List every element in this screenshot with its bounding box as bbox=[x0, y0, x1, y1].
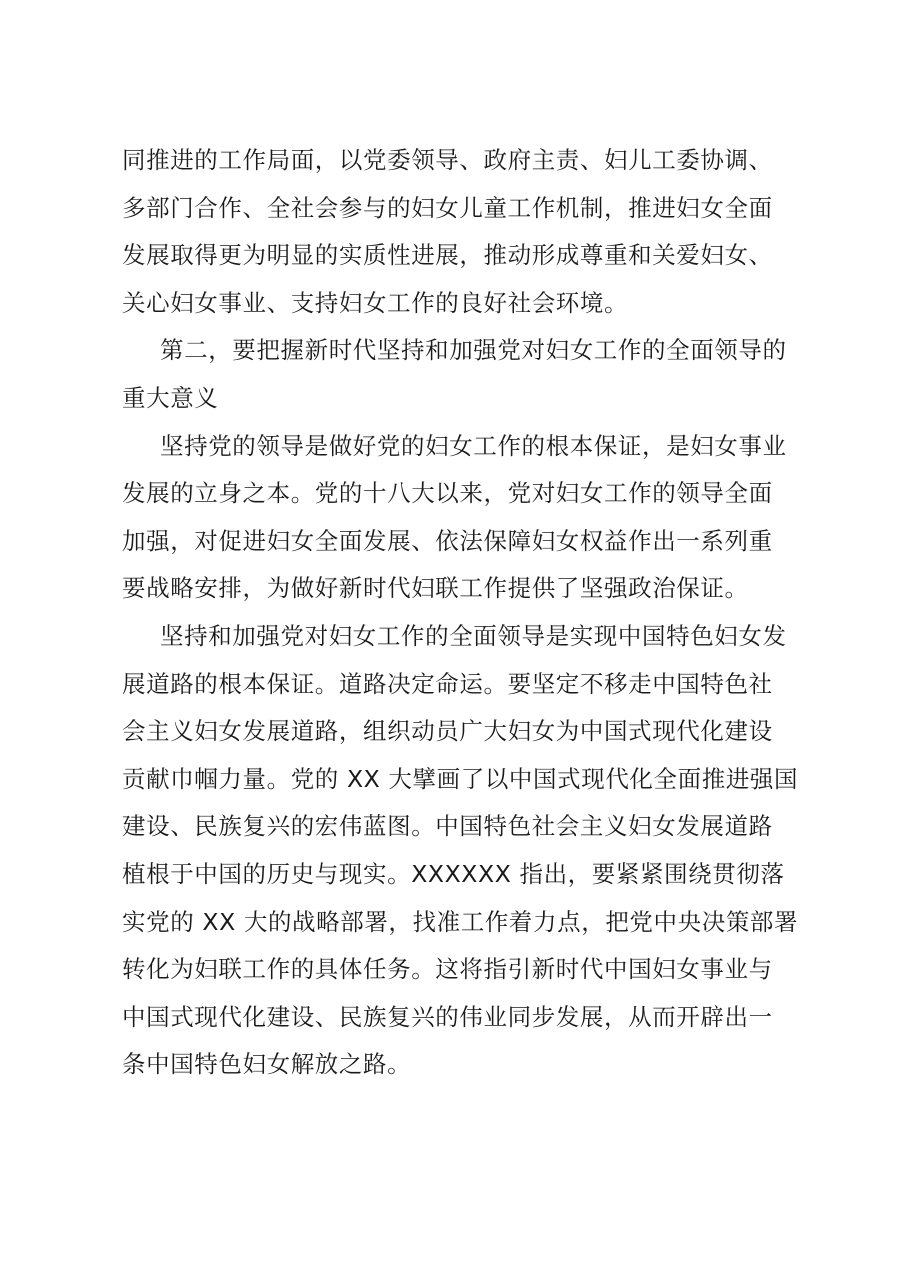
text-line: 同推进的工作局面，以党委领导、政府主责、妇儿工委协调、 bbox=[122, 146, 773, 174]
section-heading-line: 重大意义 bbox=[122, 383, 219, 412]
text-line: 转化为妇联工作的具体任务。这将指引新时代中国妇女事业与 bbox=[122, 955, 773, 984]
section-heading-line: 第二，要把握新时代坚持和加强党对妇女工作的全面领导的 bbox=[160, 336, 787, 365]
body-text bbox=[122, 137, 798, 1089]
text-line: 关心妇女事业、支持妇女工作的良好社会环境。 bbox=[122, 288, 629, 317]
text-line: 发展的立身之本。党的十八大以来，党对妇女工作的领导全面 bbox=[122, 479, 773, 508]
text-line: 多部门合作、全社会参与的妇女儿童工作机制，推进妇女全面 bbox=[122, 193, 773, 222]
text-line: 贡献巾帼力量。党的 XX 大擘画了以中国式现代化全面推进强国 bbox=[122, 764, 799, 793]
text-line: 展道路的根本保证。道路决定命运。要坚定不移走中国特色社 bbox=[122, 669, 773, 698]
text-line: 要战略安排，为做好新时代妇联工作提供了坚强政治保证。 bbox=[122, 574, 749, 603]
text-line: 发展取得更为明显的实质性进展，推动形成尊重和关爱妇女、 bbox=[122, 241, 773, 270]
text-line: 中国式现代化建设、民族复兴的伟业同步发展，从而开辟出一 bbox=[122, 1002, 773, 1031]
text-line: 加强，对促进妇女全面发展、依法保障妇女权益作出一系列重 bbox=[122, 526, 773, 555]
text-line: 坚持党的领导是做好党的妇女工作的根本保证，是妇女事业 bbox=[160, 431, 787, 460]
text-line: 条中国特色妇女解放之路。 bbox=[122, 1050, 412, 1079]
text-line: 建设、民族复兴的宏伟蓝图。中国特色社会主义妇女发展道路 bbox=[122, 812, 773, 841]
text-line: 坚持和加强党对妇女工作的全面领导是实现中国特色妇女发 bbox=[160, 621, 787, 650]
text-line: 植根于中国的历史与现实。XXXXXX 指出，要紧紧围绕贯彻落 bbox=[122, 859, 785, 888]
text-line: 实党的 XX 大的战略部署，找准工作着力点，把党中央决策部署 bbox=[122, 907, 799, 936]
text-line: 会主义妇女发展道路，组织动员广大妇女为中国式现代化建设 bbox=[122, 717, 773, 746]
